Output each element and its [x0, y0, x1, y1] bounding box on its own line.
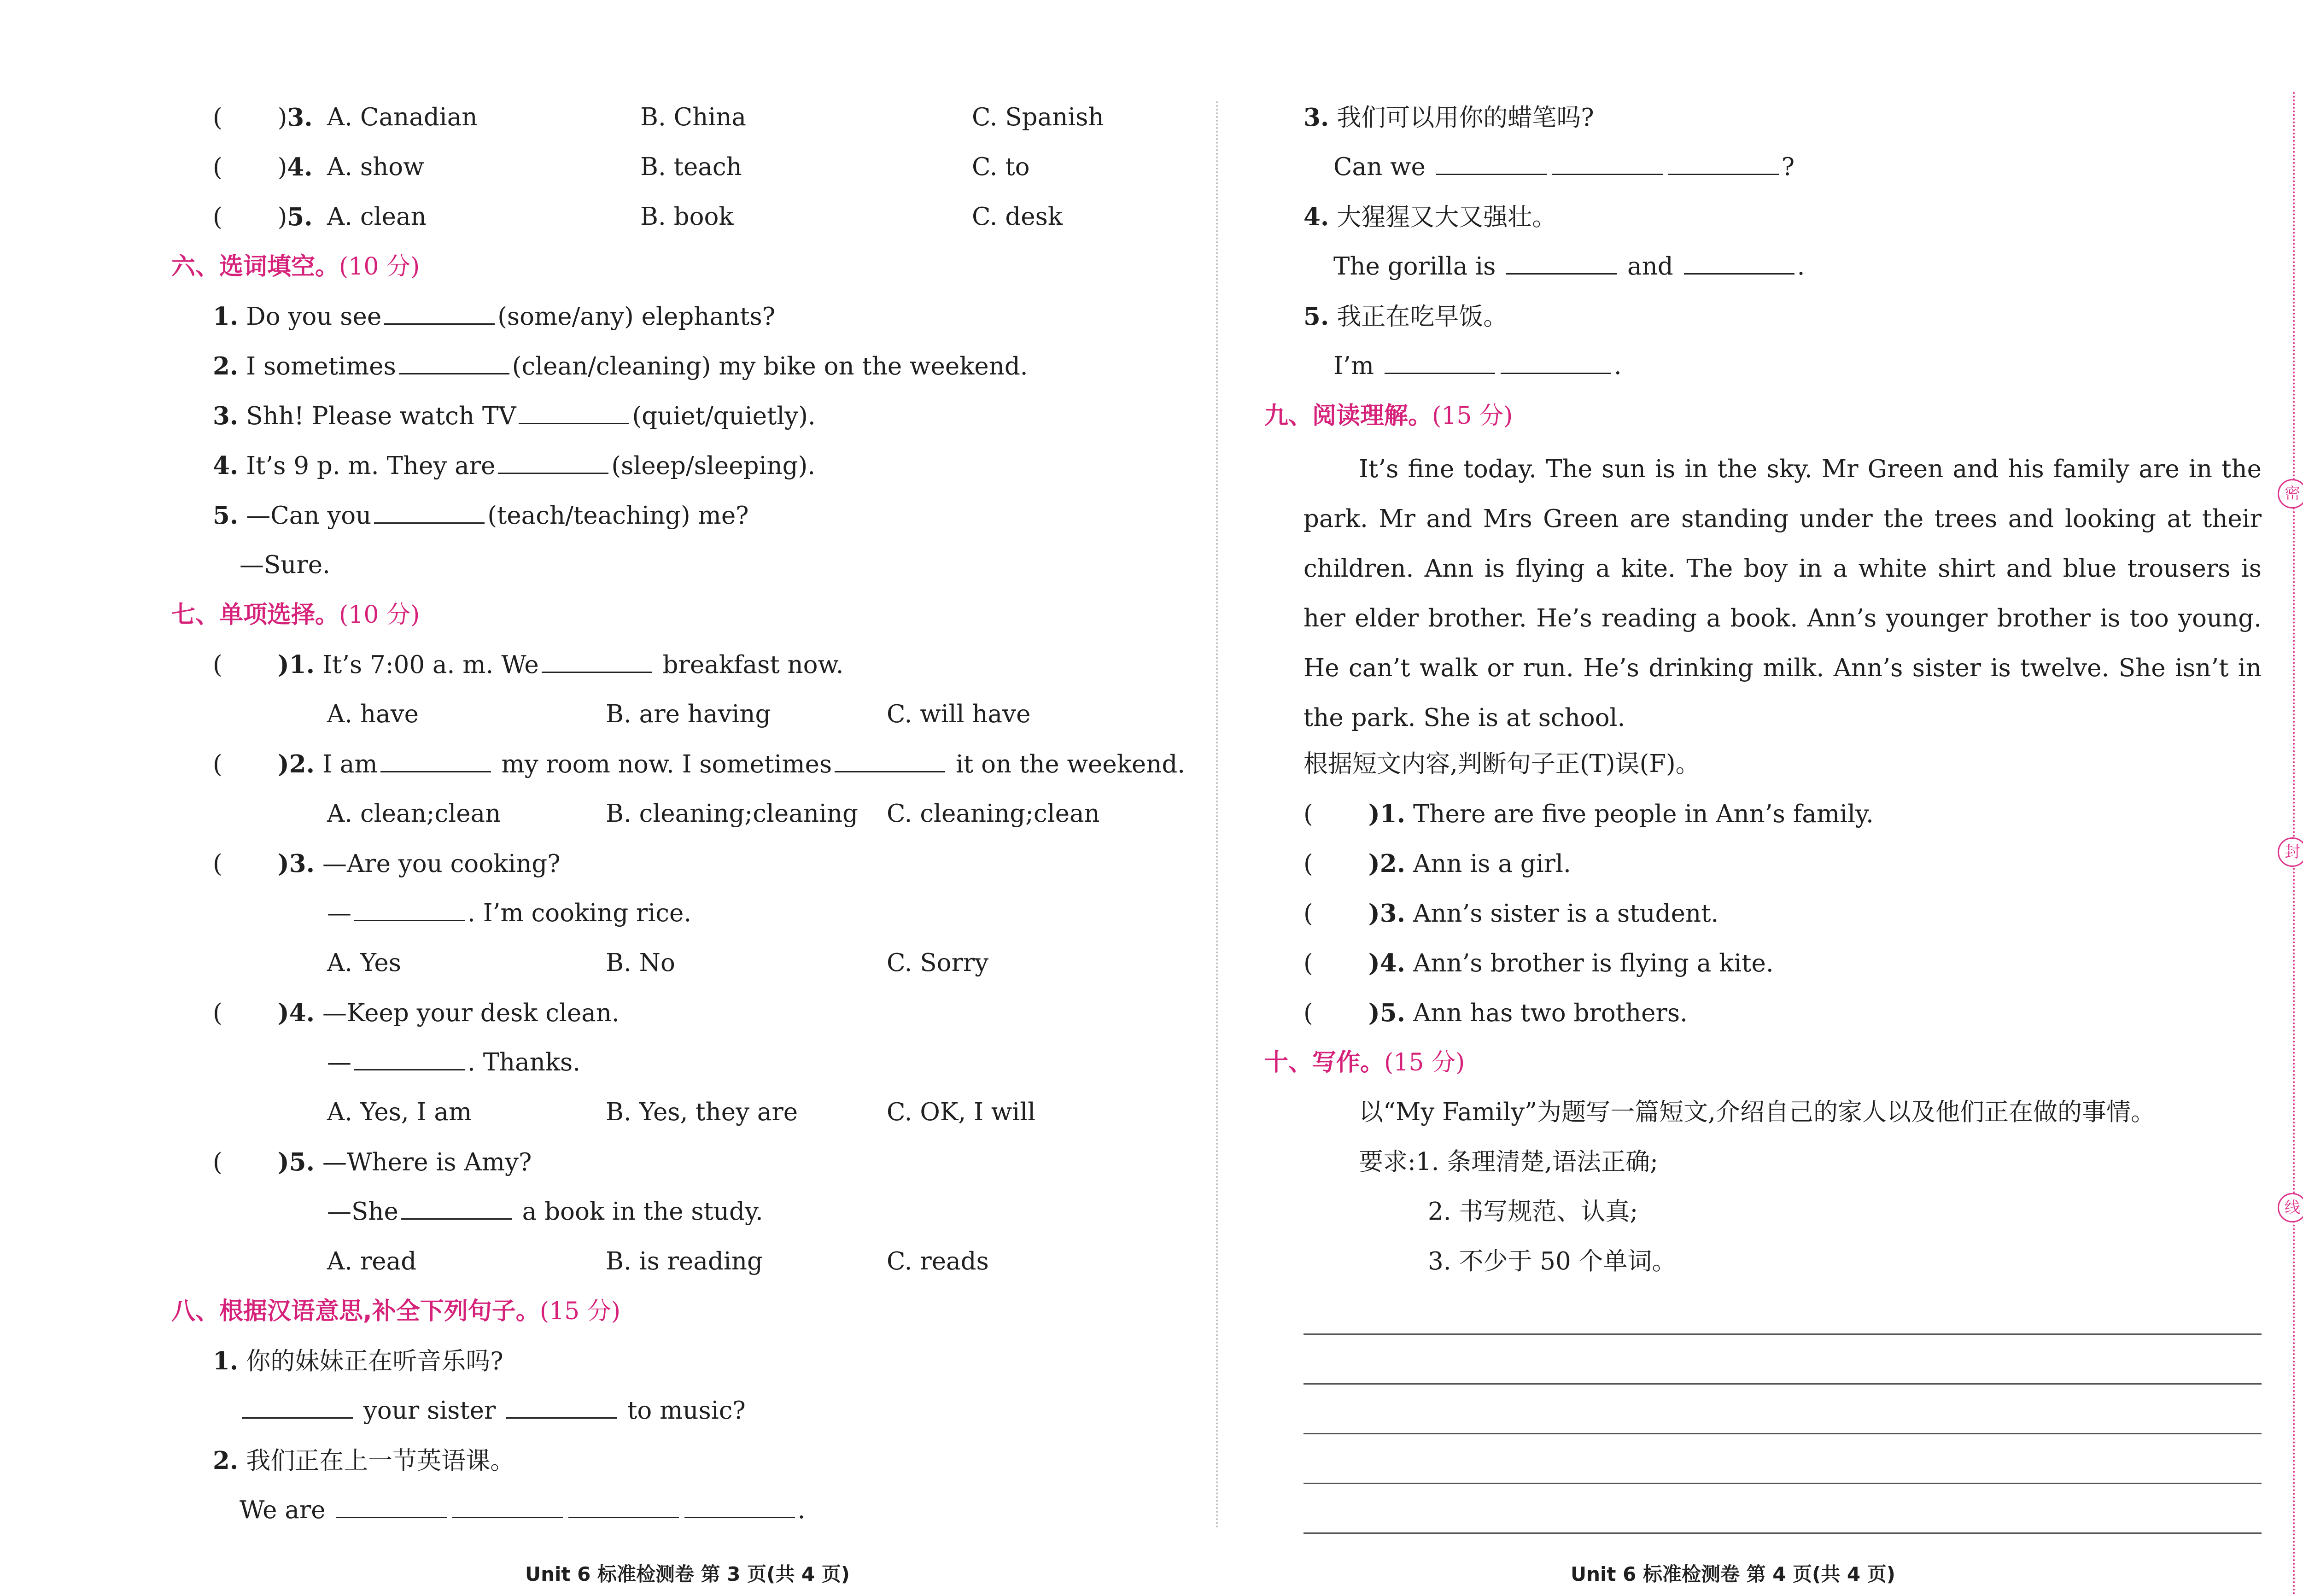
- answer-blank[interactable]: [374, 518, 485, 524]
- option-a[interactable]: A. clean;clean: [327, 800, 501, 828]
- sec7-question-5: ( )5. —Where is Amy?: [213, 1148, 532, 1176]
- writing-line[interactable]: [1303, 1433, 2262, 1434]
- answer-blank[interactable]: [1552, 169, 1663, 175]
- page-divider: [1216, 101, 1218, 1529]
- seal-mark: 封: [2278, 837, 2303, 867]
- answer-blank[interactable]: [401, 1214, 512, 1220]
- option-c[interactable]: C. OK, I will: [887, 1098, 1036, 1126]
- answer-blank[interactable]: [1501, 368, 1611, 374]
- option-c: C. Spanish: [972, 103, 1104, 131]
- section-10-heading: 十、写作。(15 分): [1264, 1049, 1465, 1076]
- option-c: C. to: [972, 153, 1030, 181]
- option-b[interactable]: B. is reading: [606, 1247, 763, 1275]
- answer-blank[interactable]: [684, 1512, 795, 1518]
- sec8-answer-4: The gorilla is and .: [1333, 252, 1805, 281]
- answer-blank[interactable]: [452, 1512, 563, 1518]
- sec8-answer-3: Can we ?: [1333, 153, 1795, 181]
- reading-instruction: 根据短文内容,判断句子正(T)误(F)。: [1303, 750, 1700, 778]
- tf-item-5: ( )5. Ann has two brothers.: [1303, 999, 1688, 1027]
- option-a[interactable]: A. have: [327, 700, 419, 728]
- sec8-answer-5: I’m .: [1333, 352, 1622, 380]
- answer-blank[interactable]: [1436, 169, 1547, 175]
- sec6-question-3: 3. Shh! Please watch TV (quiet/quietly).: [213, 402, 816, 430]
- sec6-reply: —Sure.: [240, 551, 330, 579]
- option-c: C. desk: [972, 203, 1063, 231]
- sec8-question-1: 1. 你的妹妹正在听音乐吗?: [213, 1347, 503, 1375]
- answer-blank[interactable]: [568, 1512, 679, 1518]
- writing-line[interactable]: [1303, 1333, 2262, 1335]
- sec7-question-4: ( )4. —Keep your desk clean.: [213, 999, 620, 1027]
- option-a[interactable]: A. Yes: [327, 949, 401, 977]
- seal-mark: 密: [2278, 479, 2303, 509]
- option-b[interactable]: B. cleaning;cleaning: [606, 800, 858, 828]
- tf-item-4: ( )4. Ann’s brother is flying a kite.: [1303, 949, 1774, 977]
- option-b[interactable]: B. No: [606, 949, 675, 977]
- option-c[interactable]: C. will have: [887, 700, 1031, 728]
- answer-blank[interactable]: [519, 418, 629, 424]
- sec8-answer-2: We are .: [240, 1496, 806, 1524]
- option-b: B. book: [640, 203, 734, 231]
- answer-blank[interactable]: [542, 667, 652, 673]
- reading-passage: It’s fine today. The sun is in the sky. Mr Green and his family are in the park. Mr and Mrs Green are standing under the trees and looking at their children. Ann is flying a kite. The boy in a white shirt and blue trousers is her elder brother. He’s reading a book. Ann’s younger brother is too young. He can’t walk or run. He’s drinking milk. Ann’s sister is twelve. She isn’t in the park. She is at school.: [1303, 455, 2262, 732]
- writing-requirement-2: 2. 书写规范、认真;: [1428, 1198, 1638, 1226]
- sec7-reply-3: — . I’m cooking rice.: [327, 899, 692, 927]
- option-a: A. Canadian: [327, 103, 478, 131]
- section-9-heading: 九、阅读理解。(15 分): [1264, 402, 1513, 430]
- option-b[interactable]: B. Yes, they are: [606, 1098, 798, 1126]
- option-b: B. teach: [640, 153, 742, 181]
- section-6-heading: 六、选词填空。(10 分): [171, 253, 420, 281]
- answer-blank[interactable]: [1668, 169, 1779, 175]
- option-a: A. clean: [327, 203, 427, 231]
- option-c[interactable]: C. Sorry: [887, 949, 989, 977]
- option-b: B. China: [640, 103, 747, 131]
- sec6-question-4: 4. It’s 9 p. m. They are (sleep/sleeping).: [213, 451, 816, 480]
- writing-requirement-3: 3. 不少于 50 个单词。: [1428, 1247, 1677, 1275]
- sec7-reply-4: — . Thanks.: [327, 1048, 581, 1076]
- answer-blank[interactable]: [354, 915, 465, 921]
- q5-item-5: ( )5.: [213, 203, 313, 231]
- answer-blank[interactable]: [1506, 269, 1617, 275]
- sec6-question-2: 2. I sometimes (clean/cleaning) my bike on the weekend.: [213, 352, 1028, 380]
- option-a[interactable]: A. Yes, I am: [327, 1098, 472, 1126]
- section-7-heading: 七、单项选择。(10 分): [171, 601, 420, 629]
- seal-mark: 线: [2278, 1193, 2303, 1222]
- answer-blank[interactable]: [399, 368, 509, 374]
- answer-blank[interactable]: [336, 1512, 447, 1518]
- tf-item-2: ( )2. Ann is a girl.: [1303, 849, 1571, 878]
- sec7-question-2: ( )2. I am my room now. I sometimes it on the weekend.: [213, 750, 1186, 778]
- sec7-reply-5: —She a book in the study.: [327, 1198, 763, 1226]
- writing-line[interactable]: [1303, 1483, 2262, 1484]
- tf-item-1: ( )1. There are five people in Ann’s family.: [1303, 800, 1874, 828]
- sec6-question-5: 5. —Can you (teach/teaching) me?: [213, 501, 749, 530]
- answer-blank[interactable]: [835, 766, 945, 772]
- tf-item-3: ( )3. Ann’s sister is a student.: [1303, 899, 1719, 928]
- option-b[interactable]: B. are having: [606, 700, 771, 728]
- option-a: A. show: [327, 153, 424, 181]
- q5-item-4: ( )4.: [213, 153, 313, 181]
- answer-blank[interactable]: [1385, 368, 1495, 374]
- sec8-question-3: 3. 我们可以用你的蜡笔吗?: [1303, 103, 1594, 132]
- answer-blank[interactable]: [506, 1413, 617, 1419]
- writing-requirement-1: 要求:1. 条理清楚,语法正确;: [1359, 1148, 1658, 1176]
- page-footer: Unit 6 标准检测卷 第 3 页(共 4 页): [525, 1563, 850, 1585]
- sec7-question-3: ( )3. —Are you cooking?: [213, 849, 561, 878]
- option-c[interactable]: C. reads: [887, 1247, 989, 1275]
- sec6-question-1: 1. Do you see (some/any) elephants?: [213, 302, 776, 331]
- sec8-question-4: 4. 大猩猩又大又强壮。: [1303, 203, 1557, 231]
- section-8-heading: 八、根据汉语意思,补全下列句子。(15 分): [171, 1298, 621, 1325]
- page-footer: Unit 6 标准检测卷 第 4 页(共 4 页): [1571, 1563, 1895, 1585]
- answer-blank[interactable]: [242, 1413, 353, 1419]
- q5-item-3: ( )3.: [213, 103, 313, 132]
- option-c[interactable]: C. cleaning;clean: [887, 800, 1100, 828]
- answer-blank[interactable]: [498, 468, 608, 474]
- writing-line[interactable]: [1303, 1532, 2262, 1534]
- sec8-answer-1: your sister to music?: [240, 1395, 746, 1427]
- answer-blank[interactable]: [380, 766, 491, 772]
- option-a[interactable]: A. read: [327, 1247, 417, 1275]
- sec7-question-1: ( )1. It’s 7:00 a. m. We breakfast now.: [213, 650, 844, 679]
- answer-blank[interactable]: [1684, 269, 1794, 275]
- answer-blank[interactable]: [384, 319, 495, 325]
- sec8-question-2: 2. 我们正在上一节英语课。: [213, 1446, 515, 1475]
- writing-prompt: 以“My Family”为题写一篇短文,介绍自己的家人以及他们正在做的事情。: [1359, 1098, 2155, 1126]
- answer-blank[interactable]: [354, 1064, 465, 1070]
- writing-line[interactable]: [1303, 1383, 2262, 1385]
- sec8-question-5: 5. 我正在吃早饭。: [1303, 302, 1508, 331]
